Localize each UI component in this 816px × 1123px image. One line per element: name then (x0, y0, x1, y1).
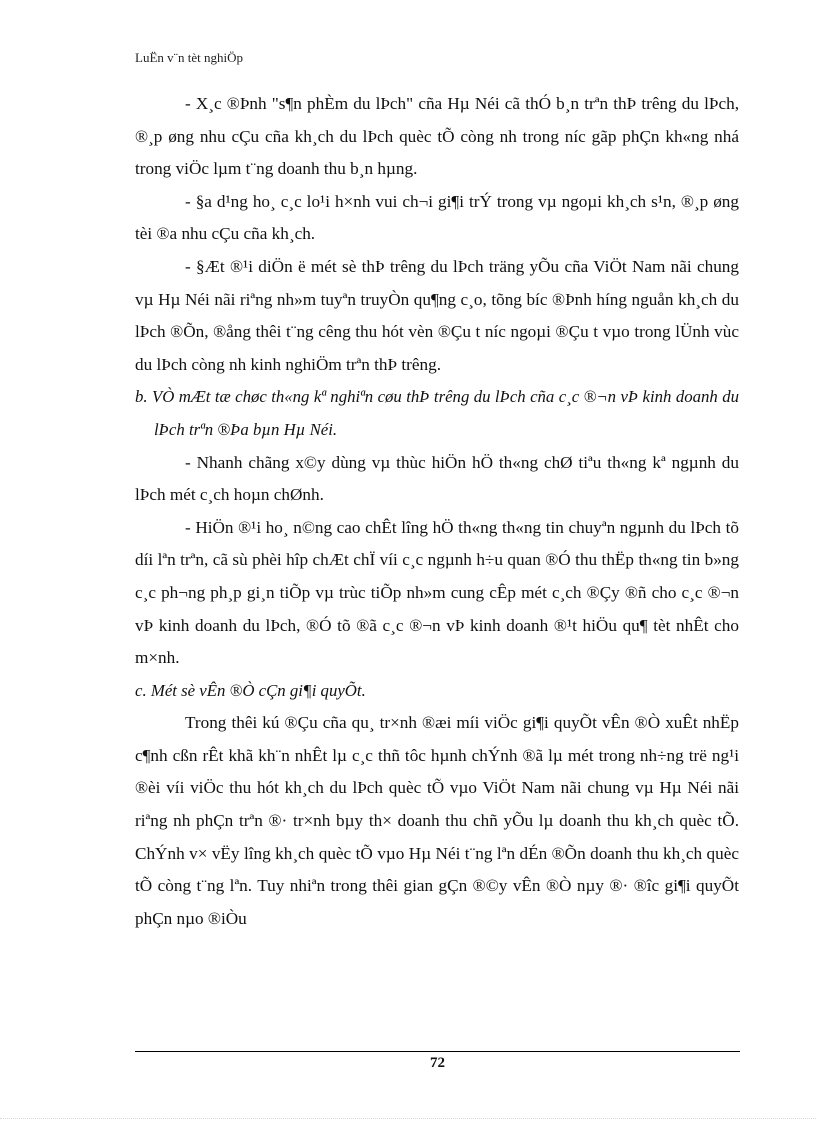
running-header: LuËn v¨n tèt nghiÖp (135, 50, 243, 65)
paragraph: - §Æt ®¹i diÖn ë mét sè thÞ trêng du lÞch träng yÕu cña ViÖt Nam nãi chung vµ Hµ Néi nãi riªng nh»m tuyªn truyÒn qu¶ng c¸o, tõng bíc ®Þnh híng nguån kh¸ch du lÞch ®Õn, ®ång thêi t¨ng cêng thu hót vèn ®Çu t níc ngoµi ®Çu t vµo trong lÜnh vùc du lÞch còng nh kinh nghiÖm trªn thÞ trêng. (135, 256, 739, 374)
section-heading-b: b. VÒ mÆt tæ chøc th«ng kª nghiªn cøu thÞ trêng du lÞch cña c¸c ®¬n vÞ kinh doanh du lÞch trªn ®Þa bµn Hµ Néi. (135, 387, 739, 439)
footer-rule (135, 1051, 740, 1052)
section-heading-c: c. Mét sè vÊn ®Ò cÇn gi¶i quyÕt. (135, 680, 366, 700)
page-edge-dotted-line (0, 1118, 816, 1119)
paragraph: - HiÖn ®¹i ho¸ n©ng cao chÊt lîng hÖ th«ng th«ng tin chuyªn ngµnh du lÞch tõ díi lªn trªn, cã sù phèi hîp chÆt chÏ víi c¸c ngµnh h÷u quan ®Ó thu thËp th«ng tin b»ng c¸c ph¬ng ph¸p gi¸n tiÕp vµ trùc tiÕp nh»m cung cÊp mét c¸ch ®Çy ®ñ cho c¸c ®¬n vÞ kinh doanh du lÞch, ®Ó tõ ®ã c¸c ®¬n vÞ kinh doanh ®¹t hiÖu qu¶ tèt nhÊt cho m×nh. (135, 517, 739, 668)
paragraph: - Nhanh chãng x©y dùng vµ thùc hiÖn hÖ th«ng chØ tiªu th«ng kª ngµnh du lÞch mét c¸ch hoµn chØnh. (135, 452, 739, 505)
page-body (135, 88, 739, 935)
paragraph: - X¸c ®Þnh "s¶n phÈm du lÞch" cña Hµ Néi cã thÓ b¸n trªn thÞ trêng du lÞch, ®¸p øng nhu cÇu cña kh¸ch du lÞch quèc tÕ còng nh trong níc gãp phÇn kh«ng nhá trong viÖc lµm t¨ng doanh thu b¸n hµng. (135, 94, 739, 179)
paragraph: - §a d¹ng ho¸ c¸c lo¹i h×nh vui ch¬i gi¶i trÝ trong vµ ngoµi kh¸ch s¹n, ®¸p øng tèi ®a nhu cÇu cña kh¸ch. (135, 191, 739, 244)
page-number: 72 (430, 1055, 445, 1071)
paragraph: Trong thêi kú ®Çu cña qu¸ tr×nh ®æi míi viÖc gi¶i quyÕt vÊn ®Ò xuÊt nhËp c¶nh cßn rÊt khã kh¨n nhÊt lµ c¸c thñ tôc hµnh chÝnh ®ã lµ mét trong nh÷ng trë ng¹i ®èi víi viÖc thu hót kh¸ch du lÞch quèc tÕ vµo ViÖt Nam nãi chung vµ Hµ Néi nãi riªng nh phÇn trªn ®· tr×nh bµy th× doanh thu chñ yÕu lµ doanh thu kh¸ch quèc tÕ. ChÝnh v× vËy lîng kh¸ch quèc tÕ vµo Hµ Néi t¨ng lªn dÉn ®Õn doanh thu kh¸ch quèc tÕ còng t¨ng lªn. Tuy nhiªn trong thêi gian gÇn ®©y vÊn ®Ò nµy ®· ®îc gi¶i quyÕt phÇn nµo ®iÒu (135, 713, 739, 928)
